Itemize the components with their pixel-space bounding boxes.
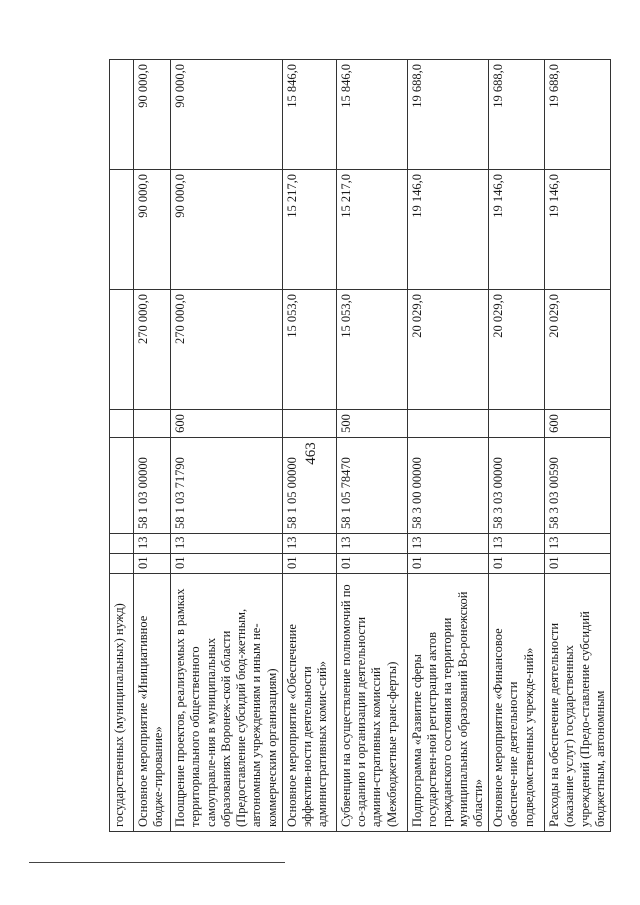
section-code: 01: [489, 554, 545, 574]
section-code: [110, 554, 134, 574]
amount-year-3: 15 846,0: [336, 60, 407, 170]
amount-year-3: 90 000,0: [171, 60, 283, 170]
amount-year-2: 19 146,0: [407, 170, 488, 290]
amount-year-1: 20 029,0: [407, 290, 488, 410]
expense-type-code: [134, 410, 171, 438]
table-row: [336, 60, 407, 832]
amount-year-3: [110, 60, 134, 170]
subsection-code: [110, 534, 134, 554]
amount-year-2: 19 146,0: [545, 170, 611, 290]
expense-type-code: [489, 410, 545, 438]
amount-year-2: 90 000,0: [134, 170, 171, 290]
row-name: Основное мероприятие «Финансовое обеспече-ние деятельности подведомственных учрежде-ний»: [489, 574, 545, 832]
footer-divider: [29, 862, 285, 863]
section-code: 01: [336, 554, 407, 574]
target-article-code: 58 3 03 00590: [545, 438, 611, 534]
target-article-code: 58 3 00 00000: [407, 438, 488, 534]
subsection-code: 13: [545, 534, 611, 554]
subsection-code: 13: [171, 534, 283, 554]
expense-type-code: [407, 410, 488, 438]
amount-year-1: 270 000,0: [171, 290, 283, 410]
row-name: Основное мероприятие «Обеспечение эффектив-ности деятельности административных комис-сий»: [282, 574, 336, 832]
amount-year-1: 20 029,0: [489, 290, 545, 410]
target-article-code: 58 1 03 71790: [171, 438, 283, 534]
target-article-code: 58 1 05 00000: [282, 438, 336, 534]
table-row: [134, 60, 171, 832]
amount-year-3: 90 000,0: [134, 60, 171, 170]
amount-year-1: 270 000,0: [134, 290, 171, 410]
amount-year-3: 15 846,0: [282, 60, 336, 170]
section-code: 01: [545, 554, 611, 574]
page-number: 463: [302, 442, 319, 465]
row-name: Подпрограмма «Развитие сферы государствен-ной регистрации актов гражданского состояния на территории муниципальных образований Во-ронежской области»: [407, 574, 488, 832]
amount-year-1: 20 029,0: [545, 290, 611, 410]
table-row: [489, 60, 545, 832]
amount-year-3: 19 688,0: [407, 60, 488, 170]
table-row: [282, 60, 336, 832]
target-article-code: 58 3 03 00000: [489, 438, 545, 534]
section-code: 01: [407, 554, 488, 574]
row-name: Поощрение проектов, реализуемых в рамках территориального общественного самоуправле-ния в муниципальных образованиях Воронеж-ской области (Предоставление субсидий бюд-жетным, автономным учреждениям и иным не-коммерческим организациям): [171, 574, 283, 832]
expense-type-code: 500: [336, 410, 407, 438]
amount-year-1: 15 053,0: [282, 290, 336, 410]
table-row: [407, 60, 488, 832]
expense-type-code: [110, 410, 134, 438]
amount-year-2: [110, 170, 134, 290]
subsection-code: 13: [336, 534, 407, 554]
target-article-code: 58 1 03 00000: [134, 438, 171, 534]
amount-year-1: [110, 290, 134, 410]
amount-year-2: 19 146,0: [489, 170, 545, 290]
row-name: государственных (муниципальных) нужд): [110, 574, 134, 832]
budget-table: [109, 59, 611, 832]
expense-type-code: 600: [545, 410, 611, 438]
amount-year-1: 15 053,0: [336, 290, 407, 410]
expense-type-code: [282, 410, 336, 438]
rotated-page-content: [109, 60, 607, 832]
amount-year-2: 15 217,0: [282, 170, 336, 290]
section-code: 01: [171, 554, 283, 574]
target-article-code: [110, 438, 134, 534]
section-code: 01: [134, 554, 171, 574]
subsection-code: 13: [407, 534, 488, 554]
amount-year-2: 15 217,0: [336, 170, 407, 290]
amount-year-2: 90 000,0: [171, 170, 283, 290]
target-article-code: 58 1 05 78470: [336, 438, 407, 534]
amount-year-3: 19 688,0: [489, 60, 545, 170]
table-row: [171, 60, 283, 832]
row-name: Основное мероприятие «Инициативное бюдже-тирование»: [134, 574, 171, 832]
row-name: Субвенции на осуществление полномочий по со-зданию и организации деятельности админи-стративных комиссий (Межбюджетные транс-ферты): [336, 574, 407, 832]
expense-type-code: 600: [171, 410, 283, 438]
subsection-code: 13: [489, 534, 545, 554]
amount-year-3: 19 688,0: [545, 60, 611, 170]
subsection-code: 13: [134, 534, 171, 554]
section-code: 01: [282, 554, 336, 574]
table-row: [110, 60, 134, 832]
table-row: [545, 60, 611, 832]
subsection-code: 13: [282, 534, 336, 554]
row-name: Расходы на обеспечение деятельности (оказание услуг) государственных учреждений (Предо-ставление субсидий бюджетным, автономным: [545, 574, 611, 832]
